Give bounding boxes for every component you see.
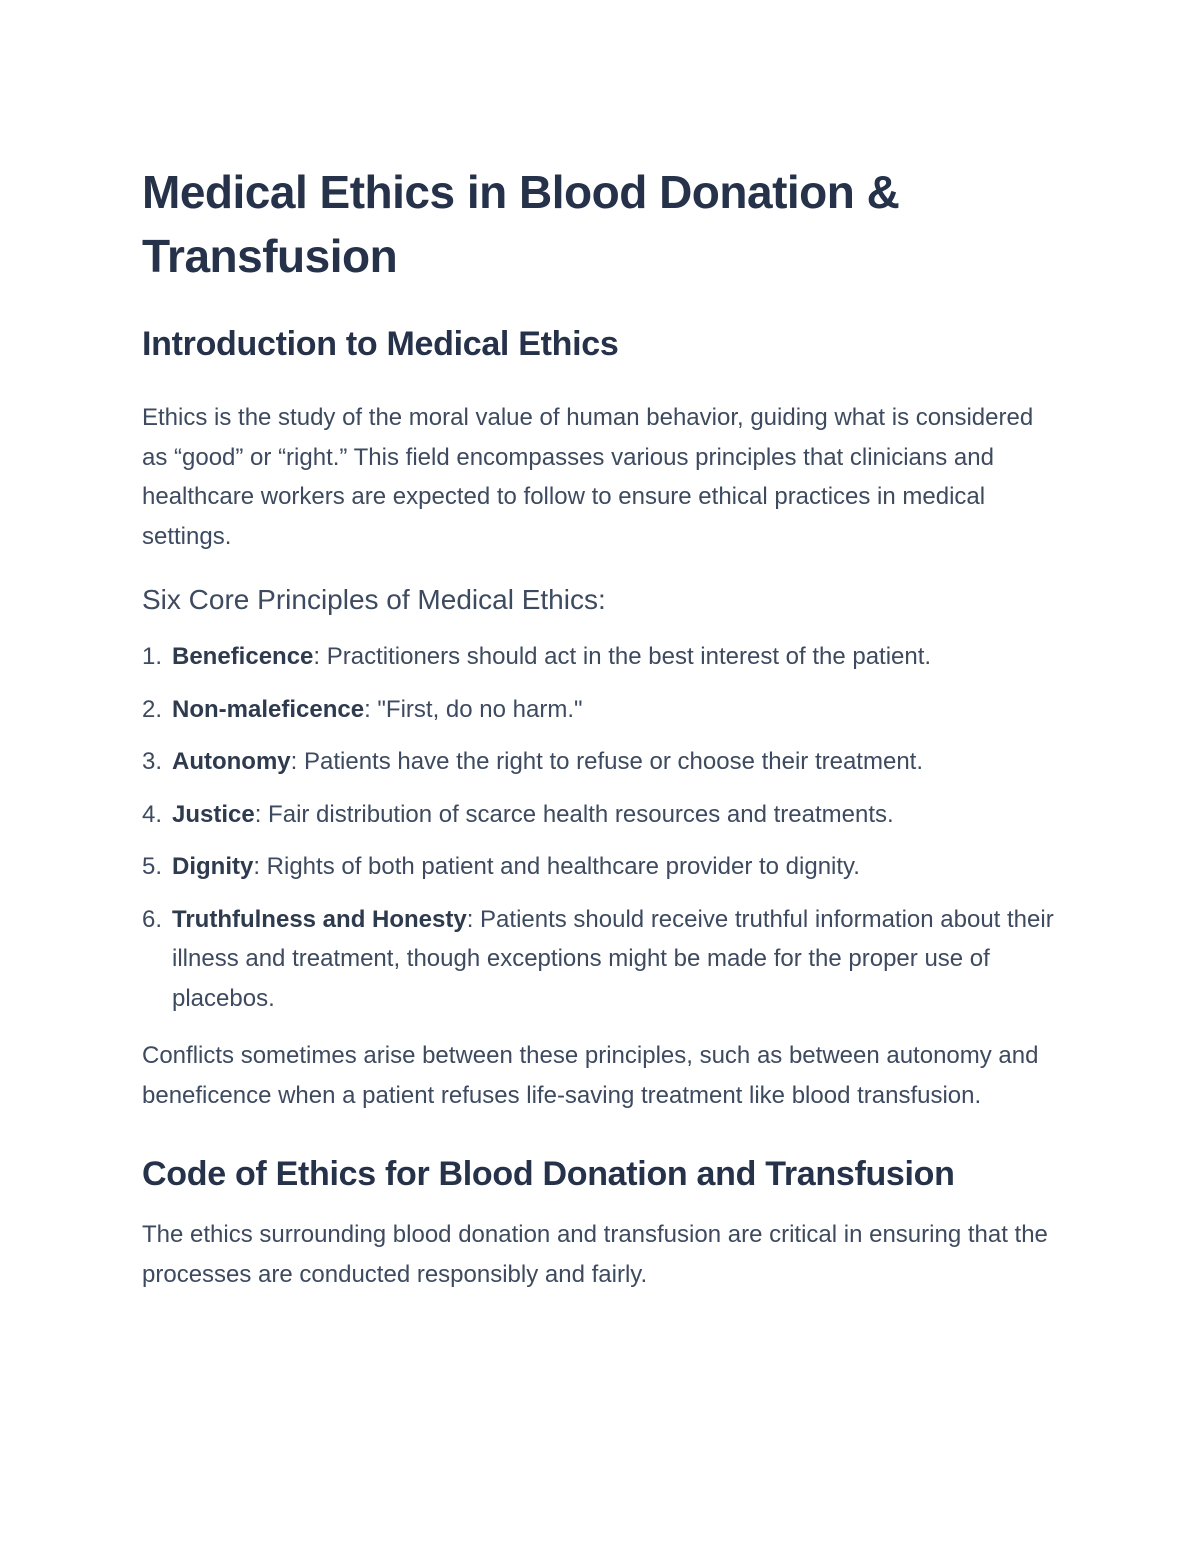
principle-text: : Patients have the right to refuse or choose their treatment. xyxy=(290,748,923,775)
principle-term: Beneficence xyxy=(172,643,314,670)
principle-item xyxy=(142,742,1062,782)
principle-number: 6. xyxy=(142,905,163,933)
principle-term: Autonomy xyxy=(172,748,291,775)
document-title: Medical Ethics in Blood Donation & Transfusion xyxy=(142,166,900,282)
principle-text: : Rights of both patient and healthcare provider to dignity. xyxy=(253,853,860,880)
principle-text: : Patients should receive truthful information about their illness and treatment, though exceptions might be made for the proper use of placebos. xyxy=(172,905,1054,1012)
code-paragraph: The ethics surrounding blood donation and transfusion are critical in ensuring that the processes are conducted responsibly and fairly. xyxy=(142,1221,1048,1288)
principle-number: 3. xyxy=(142,748,163,775)
code-heading: Code of Ethics for Blood Donation and Transfusion xyxy=(142,1155,955,1193)
intro-paragraph: Ethics is the study of the moral value of human behavior, guiding what is considered as “good” or “right.” This field encompasses various principles that clinicians and healthcare workers are expected to follow to ensure ethical practices in medical settings. xyxy=(142,404,1034,550)
intro-heading: Introduction to Medical Ethics xyxy=(142,325,619,363)
principle-term: Non-maleficence xyxy=(172,695,365,723)
principles-heading: Six Core Principles of Medical Ethics: xyxy=(142,584,606,615)
principle-number: 2. xyxy=(142,695,163,723)
principle-item xyxy=(142,900,1062,1019)
principle-number: 5. xyxy=(142,853,163,880)
principle-item xyxy=(142,690,1062,730)
principle-text: : Practitioners should act in the best interest of the patient. xyxy=(313,643,932,670)
principles-list xyxy=(142,637,1062,1018)
principle-text: : "First, do no harm." xyxy=(364,695,583,723)
principle-number: 4. xyxy=(142,800,163,828)
principle-term: Justice xyxy=(172,800,255,828)
conflicts-paragraph: Conflicts sometimes arise between these principles, such as between autonomy and beneficence when a patient refuses life-saving treatment like blood transfusion. xyxy=(142,1042,1039,1109)
principle-term: Dignity xyxy=(172,853,254,880)
principle-term: Truthfulness and Honesty xyxy=(172,905,467,933)
principle-item xyxy=(142,847,1062,887)
principle-item xyxy=(142,637,1062,677)
principle-item xyxy=(142,795,1062,835)
principle-number: 1. xyxy=(142,643,163,670)
principle-text: : Fair distribution of scarce health resources and treatments. xyxy=(254,800,894,828)
document-page xyxy=(142,160,1062,1294)
